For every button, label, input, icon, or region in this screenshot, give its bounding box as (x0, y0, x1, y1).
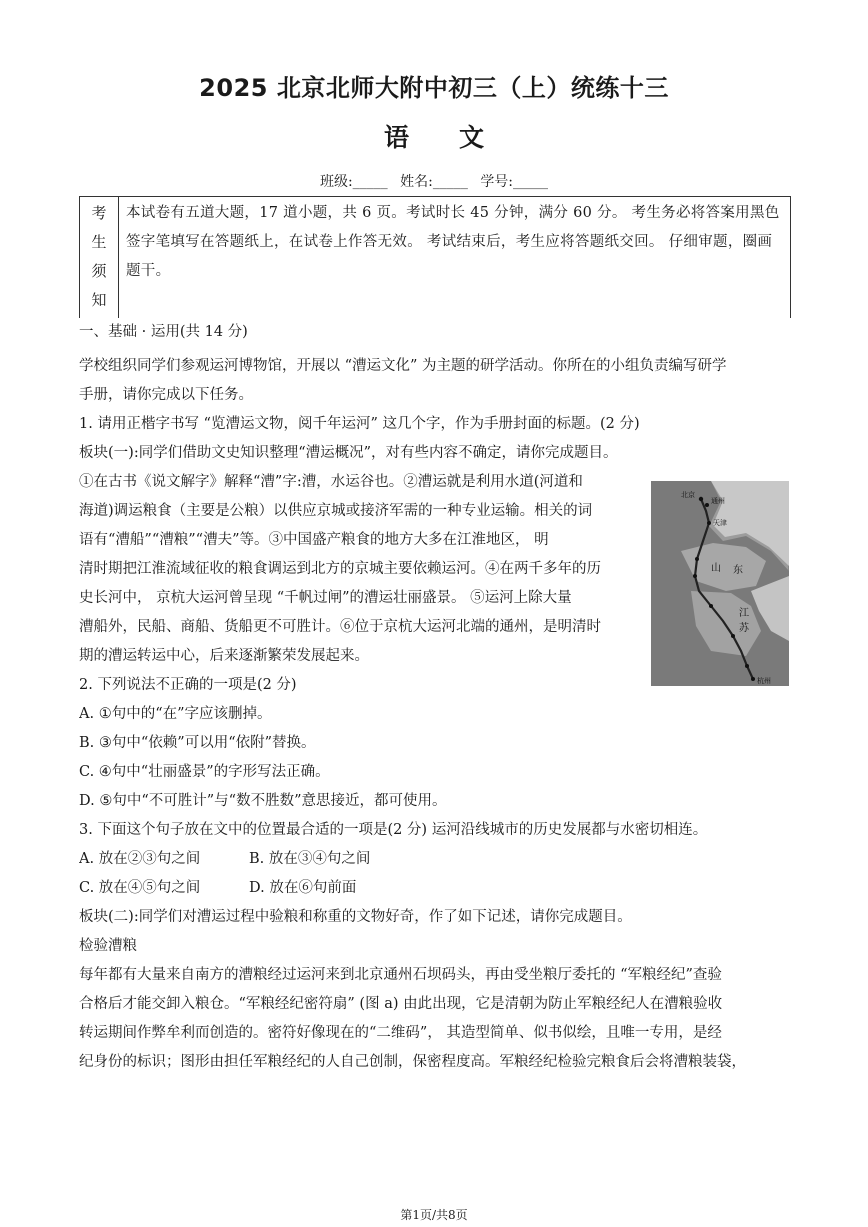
notice-label (80, 197, 119, 318)
notice-label-char: 须 (91, 262, 107, 280)
class-field: 班级:_____ (319, 174, 388, 190)
option-b: B. 放在③④句之间 (249, 851, 371, 867)
notice-text: 本试卷有五道大题，17 道小题，共 6 页。考试时长 45 分钟，满分 60 分。 考生务必将答案用黑色签字笔填写在答题纸上，在试卷上作答无效。 考试结束后，考生应将答题纸交回。 仔细审题，圈画题干。 (126, 205, 780, 279)
name-field: 姓名:_____ (400, 174, 468, 190)
exam-notice-box (79, 196, 791, 318)
notice-label-char: 考 (91, 204, 107, 222)
block-1-heading: 板块(一):同学们借助文史知识整理“漕运概况”，对有些内容不确定，请你完成题目。 (79, 445, 618, 461)
option-a: A. 放在②③句之间 (79, 851, 201, 867)
intro-line: 学校组织同学们参观运河博物馆，开展以 “漕运文化” 为主题的研学活动。你所在的小组负责编写研学 (79, 358, 727, 374)
intro-line: 手册，请你完成以下任务。 (79, 387, 253, 403)
option-d: D. 放在⑥句前面 (249, 880, 357, 896)
map-label: 东 (733, 565, 743, 576)
map-image (651, 481, 789, 686)
map-label: 江 (739, 608, 749, 619)
map-label: 北京 (681, 491, 695, 499)
section-heading: 一、基础 · 运用(共 14 分) (79, 324, 248, 340)
passage-line: 漕船外，民船、商船、货船更不可胜计。⑥位于京杭大运河北端的通州，是明清时 (79, 619, 601, 635)
block-2-heading: 板块(二):同学们对漕运过程中验粮和称重的文物好奇，作了如下记述，请你完成题目。 (79, 909, 632, 925)
reading-passage (79, 468, 641, 671)
option-c: C. ④句中“壮丽盛景”的字形写法正确。 (79, 764, 330, 780)
passage-line: 每年都有大量来自南方的漕粮经过运河来到北京通州石坝码头，再由受坐粮厅委托的 “军粮经纪”查验 (79, 967, 722, 983)
notice-label-char: 生 (91, 233, 107, 251)
option-a: A. ①句中的“在”字应该删掉。 (79, 706, 272, 722)
option-b: B. ③句中“依赖”可以用“依附”替换。 (79, 735, 316, 751)
question-3: 3. 下面这个句子放在文中的位置最合适的一项是(2 分) 运河沿线城市的历史发展都与水密切相连。 (79, 822, 708, 838)
question-2: 2. 下列说法不正确的一项是(2 分) (79, 677, 297, 693)
question-1: 1. 请用正楷字书写 “览漕运文物，阅千年运河” 这几个字，作为手册封面的标题。(2 分) (79, 416, 640, 432)
map-label: 通州 (711, 497, 725, 505)
map-label: 杭州 (757, 677, 771, 685)
passage-line: 史长河中， 京杭大运河曾呈现 “千帆过闸”的漕运壮丽盛景。 ⑤运河上除大量 (79, 590, 572, 606)
map-label: 天津 (713, 519, 727, 527)
notice-label-char: 知 (91, 291, 107, 309)
q3-options-row (79, 874, 791, 903)
passage-line: 合格后才能交卸入粮仓。“军粮经纪密符扇” (图 a) 由此出现，它是清朝为防止军粮经纪人在漕粮验收 (79, 996, 723, 1012)
page-title: 2025 北京北师大附中初三（上）统练十三 (199, 74, 669, 102)
option-c: C. 放在④⑤句之间 (79, 880, 201, 896)
passage-line: 期的漕运转运中心，后来逐渐繁荣发展起来。 (79, 648, 369, 664)
passage-line: 语有“漕船”“漕粮”“漕夫”等。③中国盛产粮食的地方大多在江淮地区， 明 (79, 532, 549, 548)
passage-line: 纪身份的标识；图形由担任军粮经纪的人自己创制，保密程度高。军粮经纪检验完粮食后会将漕粮装袋， (79, 1054, 746, 1070)
main-content (79, 318, 791, 1077)
option-d: D. ⑤句中“不可胜计”与“数不胜数”意思接近，都可使用。 (79, 793, 447, 809)
passage-line: 清时期把江淮流域征收的粮食调运到北方的京城主要依赖运河。④在两千多年的历 (79, 561, 601, 577)
q3-options-row (79, 845, 791, 874)
passage-line: 转运期间作弊牟利而创造的。密符好像现在的“二维码”， 其造型简单、似书似绘，且唯一专用，是经 (79, 1025, 722, 1041)
subheading: 检验漕粮 (79, 938, 137, 954)
passage-line: 海道)调运粮食（主要是公粮）以供应京城或接济军需的一种专业运输。相关的词 (79, 503, 593, 519)
grand-canal-map (651, 481, 789, 686)
map-label: 苏 (739, 623, 749, 634)
number-field: 学号:_____ (480, 174, 549, 190)
passage-line: ①在古书《说文解字》解释“漕”字:漕，水运谷也。②漕运就是利用水道(河道和 (79, 474, 583, 490)
map-label: 山 (711, 563, 721, 574)
page-footer: 第1页/共8页 (400, 1208, 468, 1222)
subject-title: 语文 (383, 123, 534, 152)
student-info-line (0, 171, 868, 191)
